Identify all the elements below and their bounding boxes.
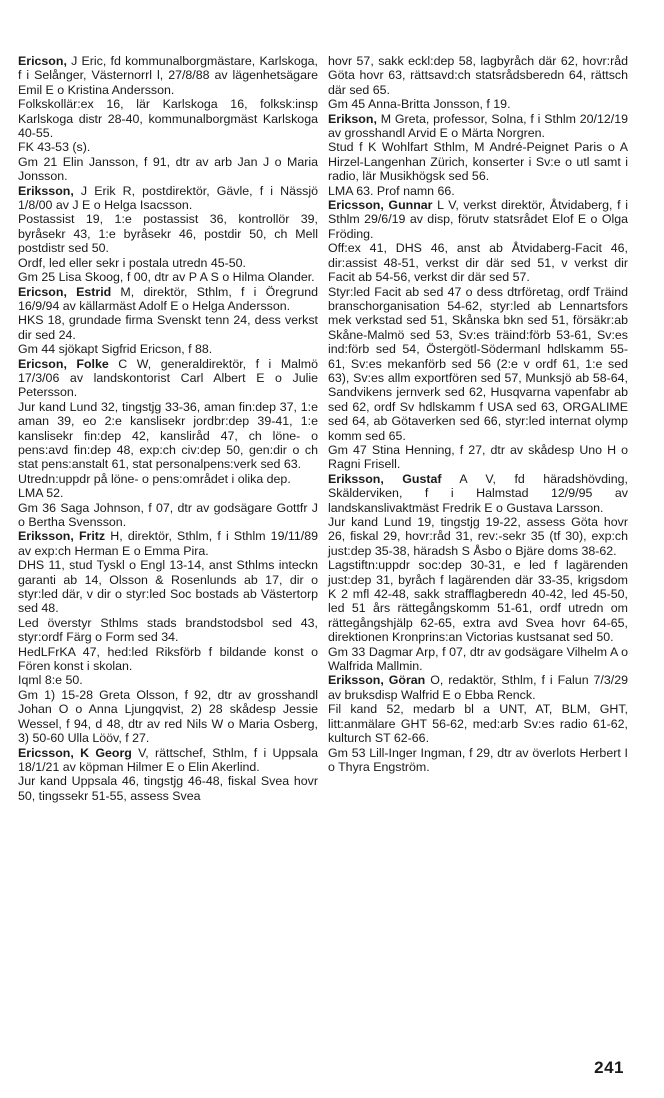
entry-head — [18, 529, 318, 558]
entry-head — [18, 357, 318, 400]
entry-line: Gm 21 Elin Jansson, f 91, dtr av arb Jan J o Maria Jonsson. — [18, 154, 318, 184]
entry-intro: J Erik R, postdirektör, Gävle, f i Nässjö 1/8/00 av J E o Helga Isacsson. — [18, 183, 318, 213]
entry-head — [328, 472, 628, 515]
left-column — [18, 54, 318, 803]
entry-line: Jur kand Lund 19, tingstjg 19-22, assess Göta hovr 26, fiskal 29, hovr:råd 31, rev:-sekr 35 (tf 30), exp:ch just:dep 35-38, häradsh S Åsbo o Bjäre doms 38-62. — [328, 515, 628, 558]
entry-name: Ericson, Folke — [18, 356, 109, 371]
entry-line: Led överstyr Sthlms stads brandstodsbol sed 43, styr:ordf Färg o Form sed 34. — [18, 615, 318, 645]
entry-line: Gm 44 sjökapt Sigfrid Ericson, f 88. — [18, 342, 213, 357]
entry-line: Ordf, led eller sekr i postala utredn 45-50. — [18, 255, 246, 270]
entry-name: Ericson, — [18, 54, 67, 68]
entry-name: Ericsson, K Georg — [18, 745, 132, 760]
biography-entry-continued — [328, 54, 628, 112]
entry-line: Gm 47 Stina Henning, f 27, dtr av skådesp Uno H o Ragni Frisell. — [328, 442, 628, 472]
entry-name: Eriksson, Göran — [328, 673, 426, 688]
biography-entry — [18, 529, 318, 745]
biography-entry — [18, 184, 318, 285]
entry-head — [328, 112, 628, 141]
biography-entry — [18, 357, 318, 530]
entry-line: HedLFrKA 47, hed:led Riksförb f bildande konst o Fören konst i skolan. — [18, 644, 318, 674]
entry-name: Ericsson, Gunnar — [328, 198, 433, 213]
biography-entry — [328, 198, 628, 472]
entry-intro: J Eric, fd kommunalborgmästare, Karlskoga, f i Selånger, Västernorrl l, 27/8/88 av lägenhetsägare Emil E o Kristina Andersson. — [18, 54, 318, 97]
entry-intro: O, redaktör, Sthlm, f i Falun 7/3/29 av bruksdisp Walfrid E o Ebba Renck. — [328, 673, 628, 702]
entry-line: Fil kand 52, medarb bl a UNT, AT, BLM, GHT, litt:anmälare GHT 56-62, med:arb Sv:es radio 61-62, kulturch ST 62-66. — [328, 702, 628, 746]
entry-line: Stud f K Wohlfart Sthlm, M André-Peignet Paris o A Hirzel-Langenhan Zürich, konserter i Sv:e o utl samt i radio, lär Musikhögsk sed 56. — [328, 140, 628, 184]
entry-line: Gm 36 Saga Johnson, f 07, dtr av godsägare Gottfr J o Bertha Svensson. — [18, 500, 318, 529]
entry-line: Gm 1) 15-28 Greta Olsson, f 92, dtr av grosshandl Johan O o Anna Ljungqvist, 2) 28 skådesp Jessie Wessel, f 94, d 48, dtr av red Nils W o Maria Osberg, 3) 50-60 Ulla Lööv, f 27. — [18, 687, 318, 746]
entry-intro: M, direktör, Sthlm, f i Öregrund 16/9/94 av källarmäst Adolf E o Helga Andersson. — [18, 284, 318, 313]
biography-entry — [18, 54, 318, 184]
entry-line: Off:ex 41, DHS 46, anst ab Åtvidaberg-Facit 46, dir:assist 48-51, verkst dir där sed 51, v verkst dir Facit ab 54-56, verkst dir där sed 57. — [328, 241, 628, 285]
entry-line: Gm 33 Dagmar Arp, f 07, dtr av godsägare Vilhelm A o Walfrida Mallmin. — [328, 644, 628, 674]
entry-line: Iqml 8:e 50. — [18, 673, 83, 688]
entry-line: Jur kand Uppsala 46, tingstjg 46-48, fiskal Svea hovr 50, tingssekr 51-55, assess Svea — [18, 774, 318, 803]
entry-name: Eriksson, Gustaf — [328, 471, 442, 486]
entry-line: hovr 57, sakk eckl:dep 58, lagbyråch där 62, hovr:råd Göta hovr 63, rättsavd:ch statsrådsberedn 64, rättsch där sed 65. — [328, 54, 628, 97]
entry-line: DHS 11, stud Tyskl o Engl 13-14, anst Sthlms inteckn garanti ab 14, Olsson & Rosenlunds ab 17, dir o styr:led där, v dir o styr:led Soc bostads ab Västertorp sed 48. — [18, 558, 318, 616]
entry-intro: C W, generaldirektör, f i Malmö 17/3/06 av landskontorist Carl Albert E o Julie Petersson. — [18, 356, 318, 400]
entry-name: Erikson, — [328, 111, 377, 126]
entry-head — [18, 746, 318, 775]
entry-line: Lagstiftn:uppdr soc:dep 30-31, e led f lagärenden just:dep 31, byråch f lagärenden där 33-35, krigsdom K 2 mfl 42-48, sakk strafflagberedn 40-42, led 45-50, led 51 års rättegångskomm 51-61, ordf utredn om rättegångshjälp 62-65, extra avd Svea hovr 64-65, direktionen Kronprins:an Victorias kustsanat sed 50. — [328, 558, 628, 645]
entry-intro: A V, fd häradshövding, Skälderviken, f i Halmstad 12/9/95 av landskanslivaktmäst Fredrik E o Gustava Larsson. — [328, 471, 628, 515]
entry-line: Folkskollär:ex 16, lär Karlskoga 16, folksk:insp Karlskoga distr 28-40, kommunalborgmäst Karlskoga 40-55. — [18, 97, 318, 141]
entry-line: Jur kand Lund 32, tingstjg 33-36, aman fin:dep 37, 1:e aman 39, eo 2:e kanslisekr jordbr:dep 39-41, 1:e kanslisekr fin:dep 42, kansliråd 47, ch löne- o pens:avd fin:dep 48, exp:ch civ:dep 50, gen:dir o ch stat pens:anstalt 61, stat personalpens:verk sed 63. — [18, 399, 318, 472]
entry-name: Eriksson, — [18, 183, 74, 198]
entry-line: LMA 63. Prof namn 66. — [328, 183, 455, 198]
entry-name: Eriksson, Fritz — [18, 529, 106, 544]
entry-line: Gm 45 Anna-Britta Jonsson, f 19. — [328, 97, 511, 112]
entry-line: Utredn:uppdr på löne- o pens:området i olika dep. — [18, 471, 291, 486]
entry-head — [328, 673, 628, 702]
entry-intro: L V, verkst direktör, Åtvidaberg, f i Sthlm 29/6/19 av disp, förutv statsrådet Elof E o Olga Fröding. — [328, 198, 628, 241]
page-number: 241 — [594, 1058, 624, 1077]
entry-intro: H, direktör, Sthlm, f i Sthlm 19/11/89 av exp:ch Herman E o Emma Pira. — [18, 529, 318, 558]
entry-line: Gm 25 Lisa Skoog, f 00, dtr av P A S o Hilma Olander. — [18, 270, 315, 285]
entry-line: Postassist 19, 1:e postassist 36, kontrollör 39, byråsekr 43, 1:e byråsekr 46, postdir 50, ch Mell postdistr sed 50. — [18, 212, 318, 256]
entry-head — [18, 54, 318, 97]
entry-line: HKS 18, grundade firma Svenskt tenn 24, dess verkst dir sed 24. — [18, 313, 318, 342]
entry-name: Ericson, Estrid — [18, 284, 112, 299]
biography-entry — [328, 673, 628, 774]
biography-entry — [328, 112, 628, 198]
entry-head — [18, 285, 318, 314]
entry-head — [328, 198, 628, 241]
entry-line: Gm 53 Lill-Inger Ingman, f 29, dtr av överlots Herbert I o Thyra Engström. — [328, 745, 628, 774]
entry-intro: M Greta, professor, Solna, f i Sthlm 20/12/19 av grosshandl Arvid E o Märta Norgren. — [328, 111, 628, 141]
entry-line: FK 43-53 (s). — [18, 140, 91, 155]
entry-intro: V, rättschef, Sthlm, f i Uppsala 18/1/21 av köpman Hilmer E o Elin Akerlind. — [18, 745, 318, 774]
right-column — [328, 54, 628, 774]
biography-entry — [328, 472, 628, 674]
entry-head — [18, 184, 318, 213]
biography-entry — [18, 285, 318, 357]
entry-line: LMA 52. — [18, 486, 64, 501]
biography-entry — [18, 746, 318, 804]
entry-line: Styr:led Facit ab sed 47 o dess dtrföretag, ordf Träind branschorganisation 54-62, styr:led ab Lennartsfors mek verkstad sed 51, Skånska bkn sed 51, försäkr:ab Skåne-Malmö sed 53, Sv:es träind:förb 53-61, Sv:es ind:förb sed 54, Östergötl-Södermanl hdlskamm 55-61, Sv:es mekanförb sed 56 (2:e v ordf 61, 1:e sed 63), Sv:es allm exportfören sed 57, Munksjö ab 58-64, Sandvikens jernverk sed 62, Husqvarna vapenfabr ab sed 62, ordf Sv hdlskamm f USA sed 63, ORGALIME sed 64, ab Götaverken sed 66, styr:led internat olymp komm sed 65. — [328, 284, 628, 443]
